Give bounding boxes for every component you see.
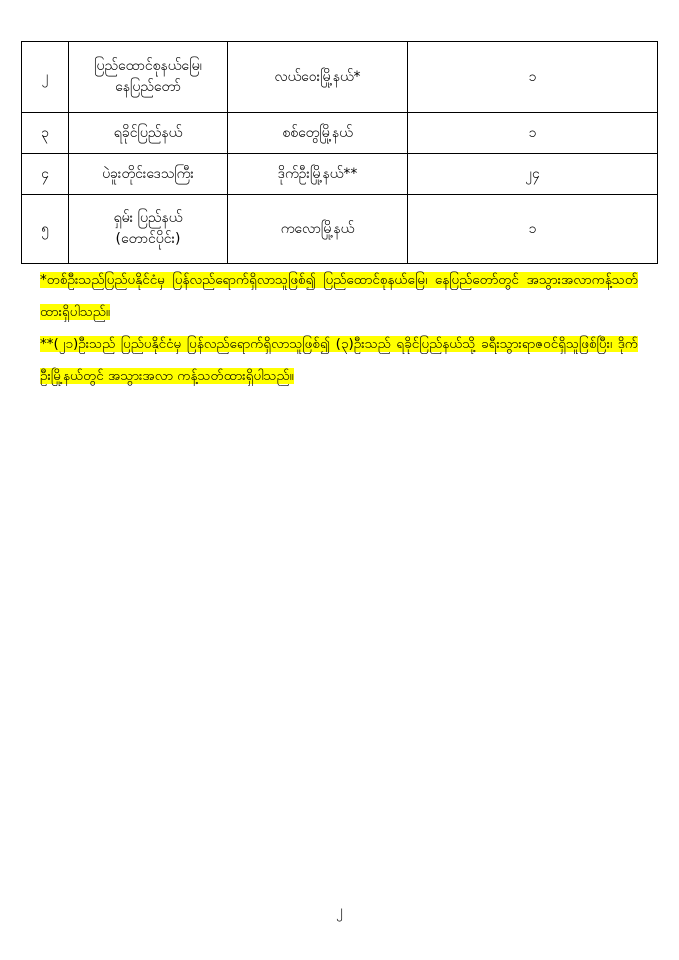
region-line: ပြည်ထောင်စုနယ်မြေ၊	[94, 58, 202, 74]
footnote-2	[40, 328, 638, 392]
highlighted-text: *တစ်ဦးသည်ပြည်ပနိုင်ငံမှ ပြန်လည်ရောက်ရှိလာသူဖြစ်၍ ပြည်ထောင်စုနယ်မြေ၊ နေပြည်တော်တွင် အသွားအလာကန့်သတ်ထားရှိပါသည်။	[40, 272, 638, 320]
highlighted-text: **(၂၁)ဦးသည် ပြည်ပနိုင်ငံမှ ပြန်လည်ရောက်ရှိလာသူဖြစ်၍ (၃)ဦးသည် ရခိုင်ပြည်နယ်သို့ ခရီးသွားရာဇဝင်ရှိသူဖြစ်ပြီး၊ ဒိုက်ဦးမြို့နယ်တွင် အသွားအလာ ကန့်သတ်ထားရှိပါသည်။	[40, 336, 638, 384]
region-line: ရခိုင်ပြည်နယ်	[113, 124, 183, 141]
township-cell: လယ်ဝေးမြို့နယ်*	[228, 42, 408, 113]
row-number: ၃	[22, 113, 69, 154]
count-cell: ၁	[408, 195, 658, 264]
township-cell: ကလောမြို့နယ်	[228, 195, 408, 264]
footnote-1	[40, 264, 638, 328]
township-cell: ဒိုက်ဦးမြို့နယ်**	[228, 154, 408, 195]
region-cell	[69, 42, 228, 113]
case-table	[21, 41, 658, 264]
region-cell	[69, 113, 228, 154]
count-cell: ၂၄	[408, 154, 658, 195]
region-line: ပဲခူးတိုင်းဒေသကြီး	[102, 165, 194, 182]
region-line: (တောင်ပိုင်း)	[115, 231, 181, 247]
township-cell: စစ်တွေမြို့နယ်	[228, 113, 408, 154]
count-cell: ၁	[408, 42, 658, 113]
footnotes	[40, 264, 638, 392]
table-row	[22, 154, 658, 195]
table-row	[22, 42, 658, 113]
table-row	[22, 113, 658, 154]
region-cell	[69, 154, 228, 195]
region-line: နေပြည်တော်	[115, 79, 181, 95]
row-number: ၅	[22, 195, 69, 264]
page-number: ၂	[336, 903, 343, 919]
row-number: ၄	[22, 154, 69, 195]
table-row	[22, 195, 658, 264]
row-number: ၂	[22, 42, 69, 113]
region-line: ရှမ်း ပြည်နယ်	[113, 210, 183, 226]
region-cell	[69, 195, 228, 264]
count-cell: ၁	[408, 113, 658, 154]
